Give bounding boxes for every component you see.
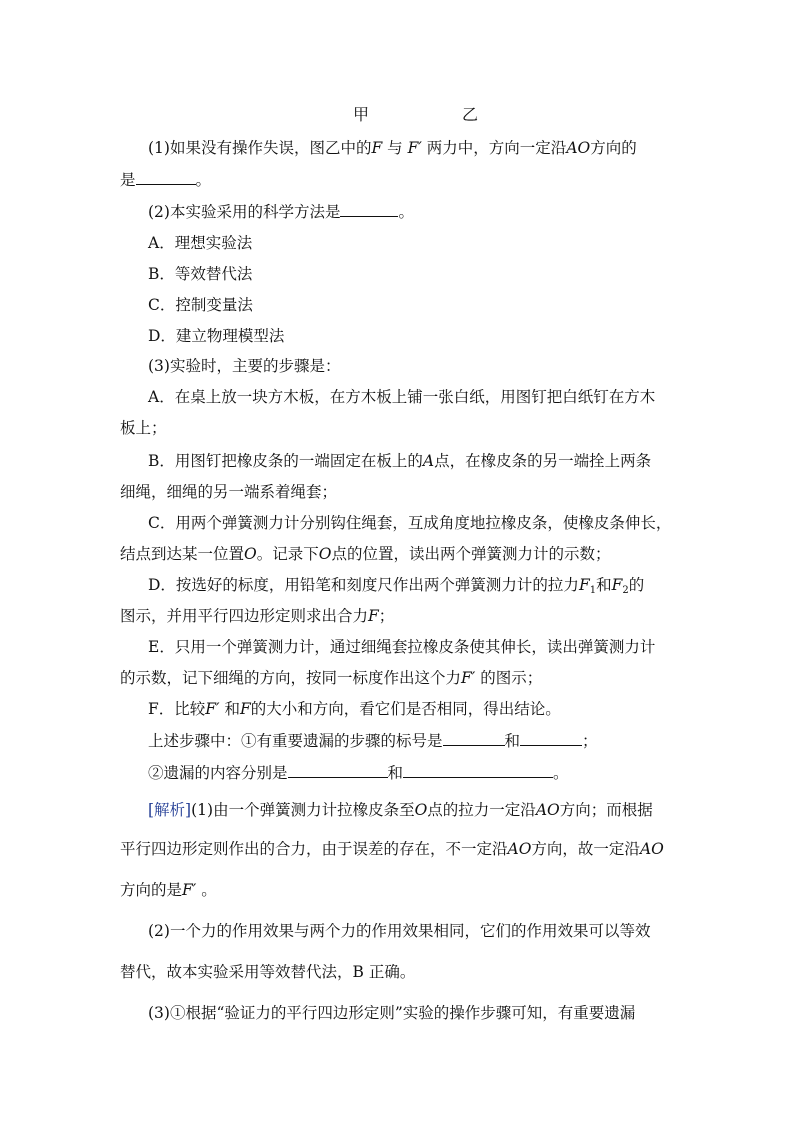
symbol-F: F — [578, 576, 590, 594]
analysis-p1-line-2 — [120, 839, 664, 859]
analysis-p2-line-1: (2)一个力的作用效果与两个力的作用效果相同，它们的作用效果可以等效 — [148, 922, 651, 940]
text: (1)如果没有操作失误，图乙中的 — [148, 139, 372, 157]
text: 图示，并用平行四边形定则求出合力 — [120, 607, 369, 625]
text: B．用图钉把橡皮条的一端固定在板上的 — [148, 452, 423, 470]
text: F．比较 — [148, 700, 206, 718]
step-c-line-1: C．用两个弹簧测力计分别钩住绳套，互成角度地拉橡皮条，使橡皮条伸长， — [148, 514, 672, 532]
text: 与 — [382, 139, 408, 157]
symbol-F-prime: F′ — [182, 881, 197, 899]
symbol-F: F — [371, 139, 383, 157]
answer-blank-1[interactable] — [136, 170, 196, 185]
option-a: A．理想实验法 — [148, 234, 253, 252]
text: 方向的是 — [120, 881, 183, 899]
subquestion-1 — [148, 731, 598, 751]
answer-blank-5[interactable] — [288, 763, 388, 778]
text: 的示数，记下细绳的方向，按同一标度作出这个力 — [120, 669, 462, 687]
step-f-line — [148, 699, 561, 719]
symbol-AO: AO — [507, 840, 532, 858]
symbol-F: F — [239, 700, 251, 718]
text: 方向的 — [590, 139, 637, 157]
text: 结点到达某一位置 — [120, 545, 245, 563]
symbol-O: O — [414, 801, 428, 819]
figure-label-jia: 甲 — [353, 105, 370, 124]
subquestion-2 — [148, 763, 569, 783]
step-e-line-1: E．只用一个弹簧测力计，通过细绳套拉橡皮条使其伸长，读出弹簧测力计 — [148, 638, 656, 656]
step-e-line-2 — [120, 668, 542, 688]
step-c-line-2 — [120, 544, 610, 564]
option-d: D．建立物理模型法 — [148, 327, 285, 345]
symbol-AO: AO — [535, 801, 560, 819]
symbol-AO: AO — [639, 840, 664, 858]
text: (2)本实验采用的科学方法是 — [148, 203, 341, 221]
text: 的大小和方向，看它们是否相同，得出结论。 — [250, 700, 561, 718]
text: 和 — [387, 764, 404, 782]
text: 方向，故一定沿 — [531, 840, 640, 858]
question-2-stem — [148, 202, 414, 222]
question-3-stem: (3)实验时，主要的步骤是： — [148, 357, 341, 375]
subscript-2: 2 — [622, 585, 629, 596]
text: 的图示； — [475, 669, 543, 687]
symbol-F: F — [611, 576, 623, 594]
symbol-AO: AO — [566, 139, 591, 157]
text: 是 — [120, 171, 136, 189]
text: 。 — [553, 764, 569, 782]
text: 点的位置，读出两个弹簧测力计的示数； — [331, 545, 611, 563]
symbol-O: O — [318, 545, 332, 563]
figure-label-yi: 乙 — [462, 105, 479, 124]
answer-blank-3[interactable] — [443, 731, 505, 746]
text: 点，在橡皮条的另一端拴上两条 — [434, 452, 652, 470]
symbol-F: F — [368, 607, 379, 625]
step-a-line-2: 板上； — [120, 419, 167, 437]
symbol-F-prime: F′ — [407, 139, 422, 157]
text: ； — [582, 732, 598, 750]
analysis-p1-line-1 — [148, 800, 653, 820]
text: 和 — [596, 576, 612, 594]
symbol-F-prime: F′ — [205, 700, 220, 718]
step-d-line-2 — [120, 606, 394, 626]
text: 的 — [628, 576, 645, 594]
text: 平行四边形定则作出的合力，由于误差的存在，不一定沿 — [120, 840, 508, 858]
text: 点的拉力一定沿 — [427, 801, 536, 819]
text: 。 — [398, 203, 414, 221]
answer-blank-2[interactable] — [340, 202, 398, 217]
text: 方向；而根据 — [559, 801, 653, 819]
analysis-tag: [解析] — [148, 801, 192, 819]
text: 上述步骤中：①有重要遗漏的步骤的标号是 — [148, 732, 443, 750]
analysis-p3-line-1: (3)①根据“验证力的平行四边形定则”实验的操作步骤可知，有重要遗漏 — [148, 1004, 636, 1022]
text: 和 — [219, 700, 240, 718]
text: 。记录下 — [256, 545, 319, 563]
text: ②遗漏的内容分别是 — [148, 764, 288, 782]
step-b-line-1 — [148, 451, 651, 471]
answer-blank-4[interactable] — [520, 731, 582, 746]
answer-blank-6[interactable] — [403, 763, 553, 778]
question-1-line-2 — [120, 170, 211, 190]
step-a-line-1: A．在桌上放一块方木板，在方木板上铺一张白纸，用图钉把白纸钉在方木 — [148, 388, 656, 406]
text: 和 — [504, 732, 521, 750]
symbol-F-prime: F′ — [461, 669, 476, 687]
text: (1)由一个弹簧测力计拉橡皮条至 — [191, 801, 415, 819]
text: D．按选好的标度，用铅笔和刻度尺作出两个弹簧测力计的拉力 — [148, 576, 579, 594]
symbol-A: A — [422, 452, 435, 470]
text: 两力中，方向一定沿 — [421, 139, 567, 157]
analysis-p2-line-2: 替代，故本实验采用等效替代法，B 正确。 — [120, 963, 416, 981]
text: 。 — [195, 171, 212, 189]
option-c: C．控制变量法 — [148, 296, 253, 314]
text: ； — [378, 607, 395, 625]
option-b: B．等效替代法 — [148, 265, 253, 283]
analysis-p1-line-3 — [120, 880, 217, 900]
subscript-1: 1 — [589, 585, 597, 596]
step-b-line-2: 细绳，细绳的另一端系着绳套； — [120, 483, 338, 501]
symbol-O: O — [244, 545, 257, 563]
question-1-line-1 — [148, 138, 637, 158]
step-d-line-1 — [148, 575, 644, 601]
text: 。 — [196, 881, 217, 899]
